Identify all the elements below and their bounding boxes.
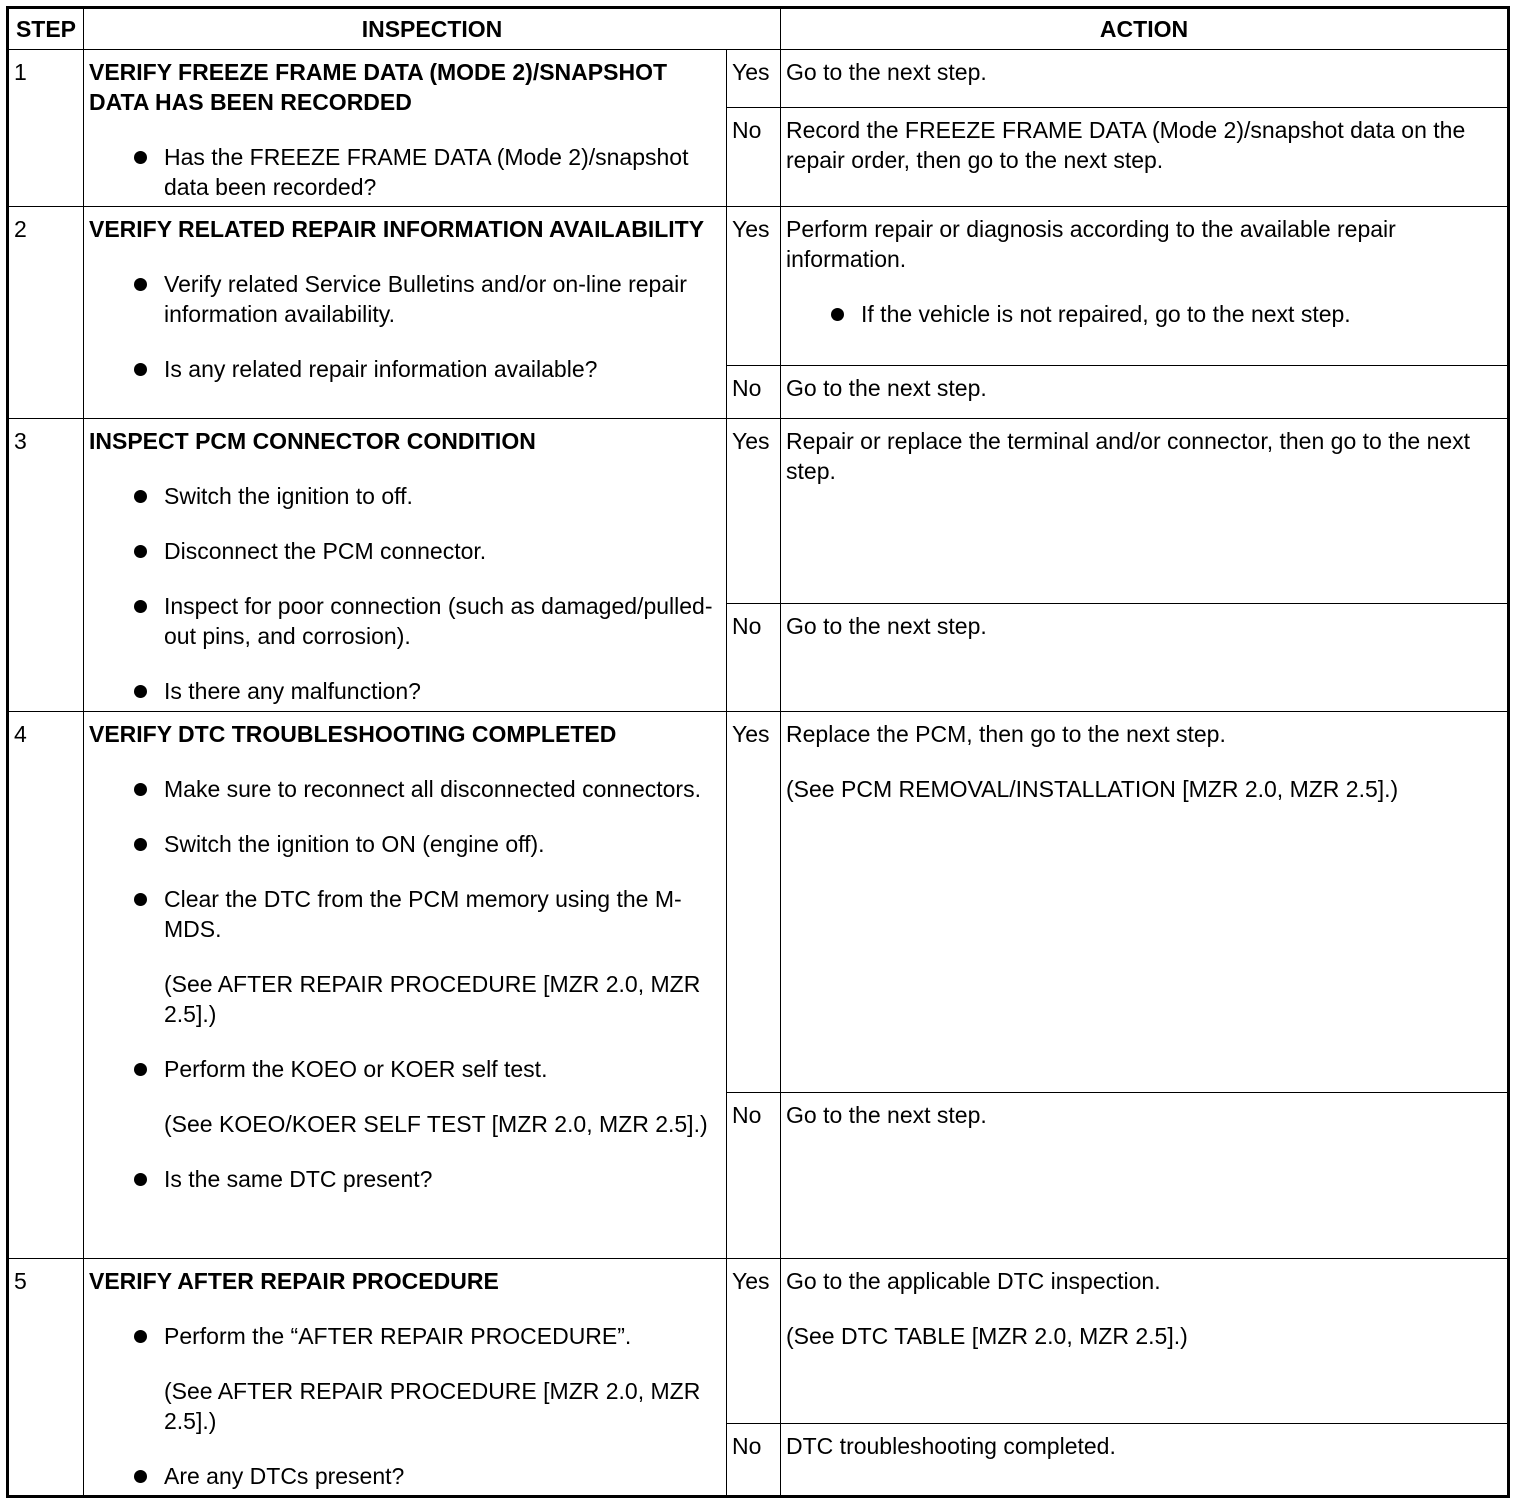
inspection-column-header: INSPECTION xyxy=(84,8,781,50)
no-action xyxy=(781,604,1509,712)
action-column-header: ACTION xyxy=(781,8,1509,50)
inspection-bullet: Perform the KOEO or KOER self test. xyxy=(89,1054,721,1084)
step-title: INSPECT PCM CONNECTOR CONDITION xyxy=(89,428,536,454)
inspection-bullet: Clear the DTC from the PCM memory using the M-MDS. xyxy=(89,884,721,944)
inspection-bullet: Has the FREEZE FRAME DATA (Mode 2)/snapshot data been recorded? xyxy=(89,142,721,202)
no-label: No xyxy=(727,1424,781,1497)
inspection-bullet: Is the same DTC present? xyxy=(89,1164,721,1194)
yes-label: Yes xyxy=(727,1259,781,1424)
inspection-bullet: Switch the ignition to off. xyxy=(89,481,721,511)
action-bullet: If the vehicle is not repaired, go to the next step. xyxy=(786,299,1502,329)
step-title: VERIFY DTC TROUBLESHOOTING COMPLETED xyxy=(89,721,617,747)
reference-note: (See AFTER REPAIR PROCEDURE [MZR 2.0, MZR 2.5].) xyxy=(164,1378,701,1434)
step-number: 4 xyxy=(8,712,84,1259)
step-title: VERIFY AFTER REPAIR PROCEDURE xyxy=(89,1268,499,1294)
step-inspection xyxy=(84,712,727,1259)
yes-label: Yes xyxy=(727,712,781,1093)
reference-note: (See PCM REMOVAL/INSTALLATION [MZR 2.0, MZR 2.5].) xyxy=(786,776,1399,802)
step-inspection xyxy=(84,419,727,712)
yes-action xyxy=(781,419,1509,604)
step-number: 5 xyxy=(8,1259,84,1497)
inspection-bullet: Verify related Service Bulletins and/or on-line repair information availability. xyxy=(89,269,721,329)
step-number: 1 xyxy=(8,50,84,207)
inspection-bullet: Make sure to reconnect all disconnected connectors. xyxy=(89,774,721,804)
reference-note: (See KOEO/KOER SELF TEST [MZR 2.0, MZR 2.5].) xyxy=(164,1111,708,1137)
no-label: No xyxy=(727,108,781,207)
reference-note: (See DTC TABLE [MZR 2.0, MZR 2.5].) xyxy=(786,1323,1188,1349)
no-action xyxy=(781,108,1509,207)
reference-note: (See AFTER REPAIR PROCEDURE [MZR 2.0, MZR 2.5].) xyxy=(164,971,701,1027)
inspection-bullet: Disconnect the PCM connector. xyxy=(89,536,721,566)
action-text: Perform repair or diagnosis according to the available repair information. xyxy=(786,216,1396,272)
action-text: Record the FREEZE FRAME DATA (Mode 2)/snapshot data on the repair order, then go to the next step. xyxy=(786,117,1466,173)
yes-action xyxy=(781,1259,1509,1424)
step-inspection xyxy=(84,50,727,207)
step-inspection xyxy=(84,207,727,419)
action-text: DTC troubleshooting completed. xyxy=(786,1433,1116,1459)
yes-label: Yes xyxy=(727,50,781,108)
diagnostic-procedure-table xyxy=(6,6,1510,1498)
no-label: No xyxy=(727,604,781,712)
table-row xyxy=(8,712,1509,1093)
step-number: 2 xyxy=(8,207,84,419)
action-text: Go to the next step. xyxy=(786,1102,987,1128)
inspection-bullet: Is there any malfunction? xyxy=(89,676,721,706)
yes-action xyxy=(781,50,1509,108)
inspection-bullet: Switch the ignition to ON (engine off). xyxy=(89,829,721,859)
yes-label: Yes xyxy=(727,419,781,604)
yes-action xyxy=(781,207,1509,366)
step-inspection xyxy=(84,1259,727,1497)
action-text: Repair or replace the terminal and/or connector, then go to the next step. xyxy=(786,428,1471,484)
yes-label: Yes xyxy=(727,207,781,366)
inspection-bullet: Is any related repair information available? xyxy=(89,354,721,384)
step-column-header: STEP xyxy=(8,8,84,50)
action-text: Replace the PCM, then go to the next step. xyxy=(786,721,1226,747)
action-text: Go to the next step. xyxy=(786,59,987,85)
table-row xyxy=(8,207,1509,366)
step-title: VERIFY FREEZE FRAME DATA (MODE 2)/SNAPSHOT DATA HAS BEEN RECORDED xyxy=(89,59,668,115)
no-label: No xyxy=(727,366,781,419)
table-row xyxy=(8,50,1509,108)
yes-action xyxy=(781,712,1509,1093)
inspection-bullet: Perform the “AFTER REPAIR PROCEDURE”. xyxy=(89,1321,721,1351)
step-number: 3 xyxy=(8,419,84,712)
action-text: Go to the next step. xyxy=(786,613,987,639)
inspection-bullet: Are any DTCs present? xyxy=(89,1461,721,1491)
table-row xyxy=(8,1259,1509,1424)
no-action xyxy=(781,1093,1509,1259)
step-title: VERIFY RELATED REPAIR INFORMATION AVAILABILITY xyxy=(89,216,705,242)
no-label: No xyxy=(727,1093,781,1259)
no-action xyxy=(781,366,1509,419)
table-row xyxy=(8,419,1509,604)
inspection-bullet: Inspect for poor connection (such as damaged/pulled-out pins, and corrosion). xyxy=(89,591,721,651)
table-header-row xyxy=(8,8,1509,50)
no-action xyxy=(781,1424,1509,1497)
action-text: Go to the next step. xyxy=(786,375,987,401)
action-text: Go to the applicable DTC inspection. xyxy=(786,1268,1161,1294)
